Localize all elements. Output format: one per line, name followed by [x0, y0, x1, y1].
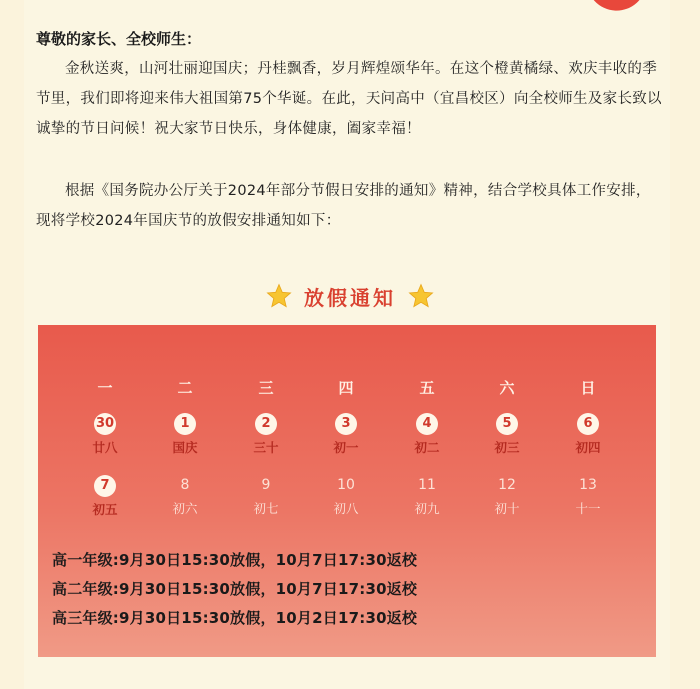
- day-number: 12: [498, 477, 516, 493]
- calendar-day-holiday: [316, 412, 376, 456]
- calendar-day: [155, 474, 215, 517]
- star-icon: [266, 283, 292, 309]
- day-number: 13: [579, 477, 597, 493]
- lunar-date: 初六: [172, 501, 198, 516]
- lunar-date: 十一: [575, 501, 601, 516]
- lunar-date: 三十: [253, 440, 279, 455]
- calendar-day-holiday: [155, 412, 215, 456]
- lunar-date: 廿八: [92, 440, 118, 455]
- calendar-day-holiday: [477, 412, 537, 456]
- weekday-label: 二: [177, 379, 193, 397]
- lunar-date: 初五: [92, 502, 118, 517]
- lunar-date: 初七: [253, 501, 279, 516]
- notice-paragraph: 根据《国务院办公厅关于2024年部分节假日安排的通知》精神，结合学校具体工作安排，现将学校2024年国庆节的放假安排通知如下：: [36, 183, 651, 229]
- calendar-day-holiday: [236, 412, 296, 456]
- calendar-day-holiday: [75, 474, 135, 518]
- day-number: 2: [255, 413, 277, 435]
- intro-paragraph: 金秋送爽，山河壮丽迎国庆；丹桂飘香，岁月辉煌颂华年。在这个橙黄橘绿、欢庆丰收的季节里，我们即将迎来伟大祖国第75个华诞。在此，天问高中（宜昌校区）向全校师生及家长致以诚挚的节日问候！祝大家节日快乐，身体健康，阖家幸福！: [36, 61, 662, 137]
- lunar-date: 初二: [414, 440, 440, 455]
- calendar-day: [316, 474, 376, 517]
- day-number: 9: [261, 477, 271, 493]
- notice-title: 放假通知: [304, 285, 396, 310]
- day-number: 4: [416, 413, 438, 435]
- calendar-day: [558, 474, 618, 517]
- schedule-grade-1: 高一年级:9月30日15:30放假，10月7日17:30返校: [52, 551, 418, 569]
- star-icon: [408, 283, 434, 309]
- lunar-date: 初四: [575, 440, 601, 455]
- greeting-heading: 尊敬的家长、全校师生：: [36, 30, 202, 48]
- weekday-label: 三: [258, 379, 274, 397]
- lunar-date: 初三: [494, 440, 520, 455]
- calendar-day: [397, 474, 457, 517]
- weekday-label: 一: [97, 379, 113, 397]
- day-number: 10: [337, 477, 355, 493]
- lunar-date: 初八: [333, 501, 359, 516]
- day-number: 30: [94, 413, 116, 435]
- day-number: 8: [180, 477, 190, 493]
- day-number: 3: [335, 413, 357, 435]
- schedule-grade-2: 高二年级:9月30日15:30放假，10月7日17:30返校: [52, 580, 418, 598]
- notice-title-row: [0, 280, 700, 312]
- day-number: 7: [94, 475, 116, 497]
- calendar-day: [477, 474, 537, 517]
- schedule-grade-3: 高三年级:9月30日15:30放假，10月2日17:30返校: [52, 609, 418, 627]
- day-number: 5: [496, 413, 518, 435]
- weekday-label: 六: [499, 379, 515, 397]
- calendar-day: [236, 474, 296, 517]
- calendar-day-holiday: [558, 412, 618, 456]
- weekday-label: 五: [419, 379, 435, 397]
- lunar-date: 初一: [333, 440, 359, 455]
- weekday-label: 四: [338, 379, 354, 397]
- lunar-date: 初九: [414, 501, 440, 516]
- day-number: 6: [577, 413, 599, 435]
- day-number: 11: [418, 477, 436, 493]
- calendar-day-holiday: [75, 412, 135, 456]
- calendar-day-holiday: [397, 412, 457, 456]
- weekday-label: 日: [580, 379, 596, 397]
- lunar-date: 初十: [494, 501, 520, 516]
- lunar-date: 国庆: [172, 440, 198, 455]
- day-number: 1: [174, 413, 196, 435]
